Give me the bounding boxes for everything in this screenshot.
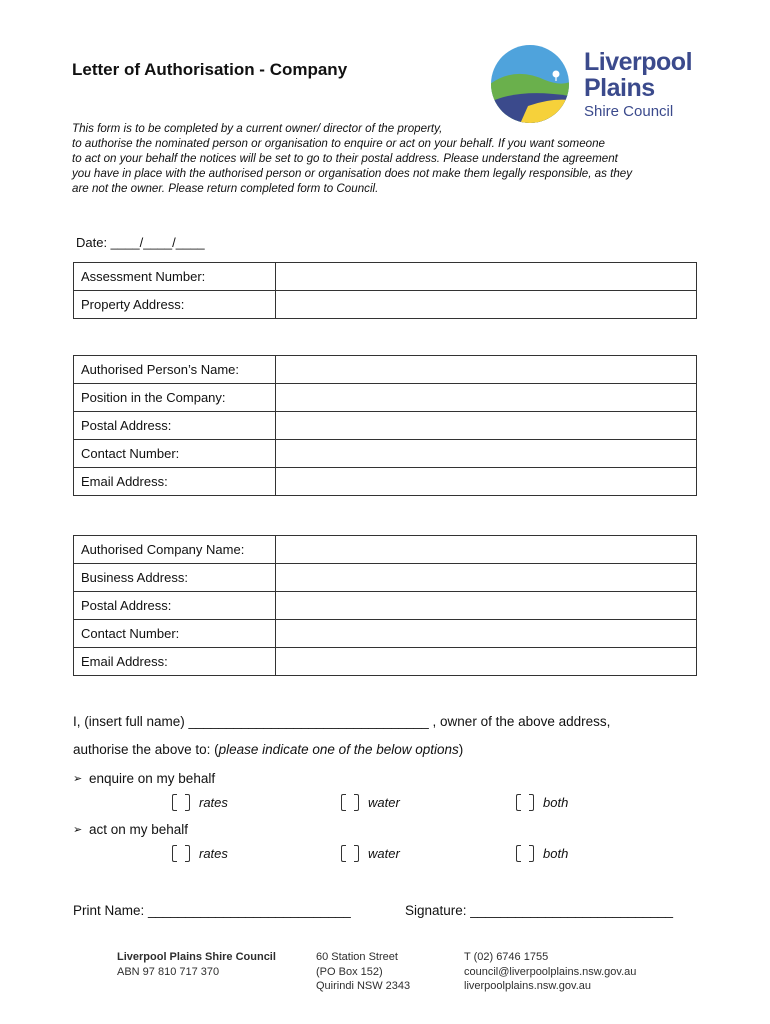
person-position-field[interactable] (276, 384, 697, 412)
company-contact-label: Contact Number: (74, 620, 276, 648)
option-label: both (543, 795, 569, 810)
signature-line[interactable]: Signature: ___________________________ (405, 903, 674, 918)
authorise-prefix: authorise the above to: ( (73, 742, 219, 757)
property-address-field[interactable] (276, 291, 697, 319)
authorise-line (73, 742, 463, 757)
person-email-field[interactable] (276, 468, 697, 496)
person-contact-label: Contact Number: (74, 440, 276, 468)
footer-council (117, 950, 276, 979)
checkbox-bracket-icon (516, 845, 534, 862)
person-contact-field[interactable] (276, 440, 697, 468)
company-name-label: Authorised Company Name: (74, 536, 276, 564)
checkbox-bracket-icon (172, 845, 190, 862)
option-label: both (543, 846, 569, 861)
option-label: rates (199, 846, 228, 861)
date-field[interactable]: Date: ____/____/____ (76, 235, 205, 250)
arrow-bullet-icon: ➢ (73, 824, 83, 836)
footer-contact (464, 950, 636, 994)
footer-town: Quirindi NSW 2343 (316, 980, 411, 992)
authorised-person-table (73, 355, 697, 496)
person-position-label: Position in the Company: (74, 384, 276, 412)
intro-line: This form is to be completed by a current owner/ director of the property, (72, 122, 443, 135)
act-both-checkbox[interactable] (516, 845, 568, 862)
enquire-heading (73, 771, 215, 786)
company-postal-label: Postal Address: (74, 592, 276, 620)
act-water-checkbox[interactable] (341, 845, 400, 862)
checkbox-bracket-icon (341, 794, 359, 811)
person-name-field[interactable] (276, 356, 697, 384)
enquire-both-checkbox[interactable] (516, 794, 568, 811)
person-postal-field[interactable] (276, 412, 697, 440)
option-label: water (368, 795, 400, 810)
council-logo-text (584, 50, 692, 119)
intro-line: you have in place with the authorised person or organisation does not make them legally responsible, as they (72, 167, 633, 180)
person-email-label: Email Address: (74, 468, 276, 496)
person-name-label: Authorised Person’s Name: (74, 356, 276, 384)
company-email-label: Email Address: (74, 648, 276, 676)
assessment-number-field[interactable] (276, 263, 697, 291)
footer-email[interactable]: council@liverpoolplains.nsw.gov.au (464, 965, 637, 978)
checkbox-bracket-icon (172, 794, 190, 811)
business-address-label: Business Address: (74, 564, 276, 592)
intro-line: to act on your behalf the notices will be set to go to their postal address. Please understand the agreement (72, 152, 618, 165)
footer-address (316, 950, 410, 994)
arrow-bullet-icon: ➢ (73, 773, 83, 785)
page-title: Letter of Authorisation - Company (72, 60, 348, 79)
footer-website[interactable]: liverpoolplains.nsw.gov.au (464, 980, 591, 992)
owner-name-line[interactable]: I, (insert full name) ________________________________ , owner of the above address, (73, 714, 611, 729)
intro-line: are not the owner. Please return completed form to Council. (72, 182, 379, 195)
logo-line-1: Liverpool (584, 48, 693, 76)
footer-po-box: (PO Box 152) (316, 965, 383, 978)
person-postal-label: Postal Address: (74, 412, 276, 440)
enquire-water-checkbox[interactable] (341, 794, 400, 811)
enquire-label: enquire on my behalf (89, 771, 216, 786)
authorise-suffix: ) (458, 742, 464, 757)
checkbox-bracket-icon (516, 794, 534, 811)
option-label: water (368, 846, 400, 861)
footer-abn: ABN 97 810 717 370 (117, 965, 220, 978)
property-address-label: Property Address: (74, 291, 276, 319)
property-table (73, 262, 697, 319)
company-postal-field[interactable] (276, 592, 697, 620)
act-label: act on my behalf (89, 822, 189, 837)
logo-line-2: Plains (584, 74, 655, 102)
company-email-field[interactable] (276, 648, 697, 676)
checkbox-bracket-icon (341, 845, 359, 862)
business-address-field[interactable] (276, 564, 697, 592)
option-label: rates (199, 795, 228, 810)
footer-council-name: Liverpool Plains Shire Council (117, 951, 276, 963)
assessment-number-label: Assessment Number: (74, 263, 276, 291)
enquire-rates-checkbox[interactable] (172, 794, 228, 811)
footer-street: 60 Station Street (316, 951, 398, 963)
authorise-instruction: please indicate one of the below options (218, 742, 459, 757)
company-name-field[interactable] (276, 536, 697, 564)
company-contact-field[interactable] (276, 620, 697, 648)
act-heading (73, 822, 188, 837)
intro-line: to authorise the nominated person or organisation to enquire or act on your behalf. If you want someone (72, 137, 606, 150)
act-rates-checkbox[interactable] (172, 845, 228, 862)
print-name-line[interactable]: Print Name: ___________________________ (73, 903, 351, 918)
footer-phone: T (02) 6746 1755 (464, 951, 549, 963)
authorised-company-table (73, 535, 697, 676)
logo-line-3: Shire Council (584, 103, 674, 120)
intro-text (72, 121, 712, 196)
